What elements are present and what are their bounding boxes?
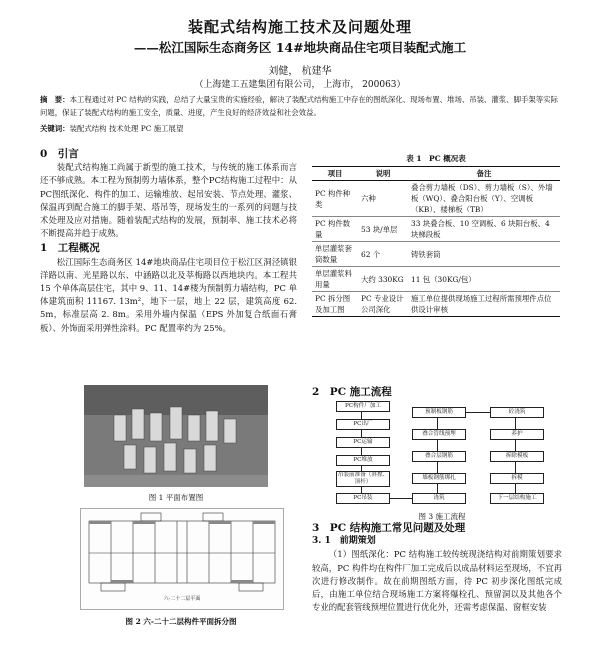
flow-box: 预制板钢筋 (412, 407, 466, 418)
flow-box: 拆模 (490, 473, 544, 484)
keywords-text: 装配式结构 技术处理 PC 施工展望 (69, 124, 184, 133)
flow-arrow (361, 465, 362, 471)
figure-2-floor-plan (80, 508, 284, 610)
flow-arrow (437, 483, 438, 493)
table-row (312, 292, 560, 317)
flow-arrow (515, 461, 516, 473)
table-header-note: 备注 (408, 167, 560, 181)
flow-box: 拆除模板 (490, 451, 544, 462)
flow-box: 叠合层钢筋 (412, 451, 466, 462)
abstract (40, 93, 565, 119)
table-cell: 单层灌浆套筒数量 (312, 242, 358, 267)
keywords (40, 123, 565, 134)
floor-plan-label: 六-二十二层平面 (163, 596, 201, 602)
section-0-text: 装配式结构施工尚属于新型的施工技术，与传统的施工体系而言还不够成熟。本工程为预制剪力墙体系，整个PC结构施工过程中：从PC图纸深化、构件的加工、运输堆放、起吊安装、节点处理、灌浆、保温再到配合施工的脚手架、塔吊等，现场发生的一系列的问题与技术处理及应对措施。随着装配式结构的发展，预制率、施工技术必将不断提高并趋于成熟。 (40, 162, 297, 239)
table-cell: PC 拆分图及加工图 (312, 292, 358, 317)
figure-3-caption: 图 3 施工流程 (418, 512, 466, 521)
section-3-1-heading: 3. 1 前期策划 (312, 536, 376, 547)
table-1-caption: 表 1 PC 概况表 (406, 154, 466, 163)
section-0-heading: 0 引言 (40, 148, 79, 160)
keywords-label: 关键词： (40, 124, 70, 133)
paper-subtitle: ——松江国际生态商务区 14#地块商品住宅项目装配式施工 (133, 40, 467, 55)
flow-box: PC构件厂加工 (336, 401, 390, 412)
flow-arrow (515, 439, 516, 451)
abstract-label: 摘 要： (40, 95, 70, 104)
flow-arrow (515, 483, 516, 493)
table-cell: 施工单位提供现场施工过程所需预埋件点位供设计审核 (408, 292, 560, 317)
floor-plan-graphic (81, 509, 283, 609)
table-row (312, 217, 560, 242)
figure-1-caption: 图 1 平面布置图 (148, 493, 204, 502)
flow-arrow (515, 417, 516, 429)
table-cell: 铸铁套筒 (408, 242, 560, 267)
table-row (312, 242, 560, 267)
flow-box: 砼浇筑 (490, 407, 544, 418)
table-cell: PC 专业设计公司深化 (358, 292, 408, 317)
flow-box: 浇筑 (412, 493, 466, 504)
flow-arrow (361, 429, 362, 437)
table-cell: 11 包（30KG/包） (408, 267, 560, 292)
flow-arrow (361, 411, 362, 419)
site-photo-graphic (84, 385, 268, 487)
table-cell: 62 个 (358, 242, 408, 267)
flow-arrow (361, 447, 362, 455)
table-cell: 53 块/单层 (358, 217, 408, 242)
left-column (40, 148, 297, 335)
table-row (312, 267, 560, 292)
authors: 刘健， 杭建华 (268, 66, 332, 77)
figure-2-caption: 图 2 六-二十二层构件平面拆分图 (125, 617, 237, 626)
abstract-text: 本工程通过对 PC 结构的实践，总结了大量宝贵的实施经验，解决了装配式结构施工中存在的图纸深化、现场布置、堆场、吊装、灌浆、脚手架等实际问题，保证了装配式结构的施工安全，质量、进度，产生良好的经济效益和社会效益。 (40, 95, 558, 117)
flow-box: 养护 (490, 429, 544, 440)
flow-arrow (437, 439, 438, 451)
flow-arrow (389, 498, 412, 499)
flow-arrow (465, 412, 490, 413)
flow-box: PC出厂 (336, 419, 390, 430)
flow-arrow (437, 417, 438, 429)
table-header-desc: 说明 (358, 167, 408, 181)
table-cell: 六种 (358, 181, 408, 217)
flow-arrow (437, 461, 438, 473)
table-cell: PC 构件种类 (312, 181, 358, 217)
table-cell: 大约 330KG (358, 267, 408, 292)
table-cell: 叠合剪力墙板（DS）、剪力墙板（S）、外墙板（WQ）、叠合阳台板（Y）、空调板（KB）、楼梯板（TB） (408, 181, 560, 217)
section-3 (312, 522, 562, 614)
section-1-text: 松江国际生态商务区 14#地块商品住宅项目位于松江区洞泾镇银洋路以南、光星路以东、中涵路以北及莘梅路以西地块内。本工程共 15 个单体高层住宅，其中 9、11、14#楼为预制剪力墙结构，PC 单体建筑面积 11167. 13m²，地下一层，地上 22 层，建筑高度 62. 5m，标准层高 2. 8m。采用外墙内保温（EPS 外加复合纸面石膏板）、外饰面采用弹性涂料。PC 配置率约为 25%。 (40, 256, 297, 333)
flow-box: 叠合管线预埋 (412, 429, 466, 440)
table-header-item: 项目 (312, 167, 358, 181)
flow-box: 吊装前准备（斜撑、顶杆） (337, 472, 389, 485)
flow-box: PC堆放 (336, 455, 390, 466)
section-1-heading: 1 工程概况 (40, 242, 100, 255)
flow-arrow (361, 487, 362, 493)
flow-box: 下一层结构施工 (490, 493, 544, 504)
flow-box: PC吊装 (336, 493, 390, 504)
table-row (312, 181, 560, 217)
section-3-1-text: （1）图纸深化：PC 结构施工较传统现浇结构对前期策划要求较高，PC 构件均在构件厂加工完成后以成品材料运至现场，不宜再次进行修改制作。故在前期图纸方面，待 PC 初步深化图纸完成后，由施工单位结合现场施工方案将爆栓孔、预留洞以及其他各个专业的配套管线预埋位置进行优化外，还需考虑保温、窗框安装 (312, 549, 562, 613)
paper-title: 装配式结构施工技术及问题处理 (187, 18, 412, 36)
figure-1-site-photo (84, 385, 268, 487)
table-1 (312, 166, 560, 317)
affiliation: （上海建工五建集团有限公司， 上海市， 200063） (194, 80, 406, 90)
table-cell: 33 块叠合板、10 空调板、6 块阳台板、4 块梯段板 (408, 217, 560, 242)
table-cell: PC 构件数量 (312, 217, 358, 242)
section-3-heading: 3 PC 结构施工常见问题及处理 (312, 522, 466, 534)
table-cell: 单层灌浆料用量 (312, 267, 358, 292)
section-2-heading: 2 PC 施工流程 (312, 386, 392, 398)
flow-box: 墙板钢筋绑扎 (412, 473, 466, 484)
flow-box: PC运输 (336, 437, 390, 448)
figure-3-flowchart (332, 401, 552, 509)
